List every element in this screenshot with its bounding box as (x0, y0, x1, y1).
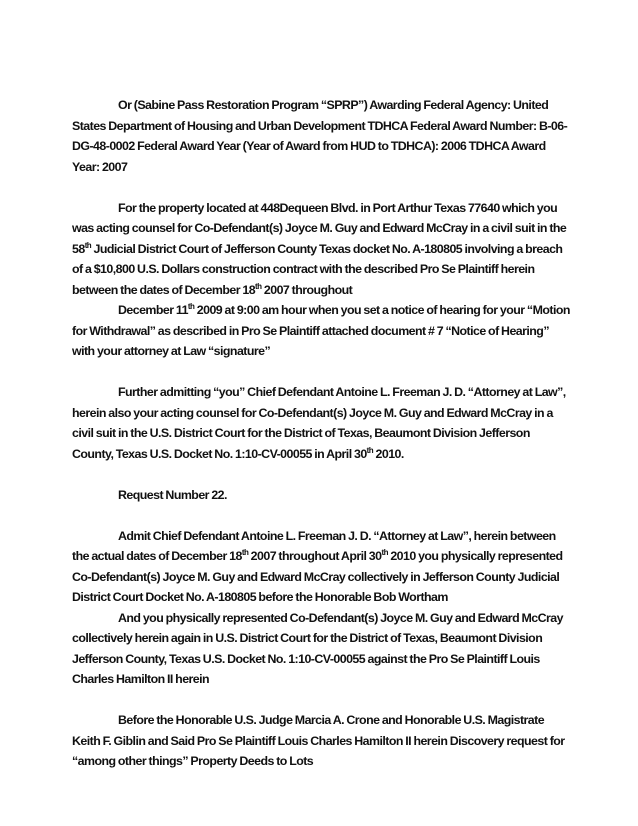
paragraph-spacer (72, 177, 572, 198)
paragraph-represented-federal (72, 608, 572, 690)
request-number-heading (72, 485, 572, 506)
paragraph-text: And you physically represented Co-Defendant(s) Joyce M. Guy and Edward McCray collectively herein again in U.S. District Court for the District of Texas, Beaumont Division Jefferson County, Texas U.S. Docket No. 1:10-CV-00055 against the Pro Se Plaintiff Louis Charles Hamilton II herein (72, 610, 563, 686)
superscript: th (187, 302, 195, 311)
paragraph-spacer (72, 362, 572, 383)
document-body (72, 95, 572, 772)
paragraph-text: 2007 throughout (261, 282, 353, 297)
paragraph-text: 2009 at 9:00 am hour when you set a notice of hearing for your “Motion for Withdrawal” as described in Pro Se Plaintiff attached document # 7 “Notice of Hearing” with your attorney at Law “signature” (72, 303, 570, 358)
paragraph-before-judge (72, 710, 572, 772)
paragraph-admit (72, 526, 572, 608)
paragraph-text: Further admitting “you” Chief Defendant Antoine L. Freeman J. D. “Attorney at Law”, herein also your acting counsel for Co-Defendant(s) Joyce M. Guy and Edward McCray in a civil suit in the U.S. District Court for the District of Texas, Beaumont Division Jefferson County, Texas U.S. Docket No. 1:10-CV-00055 in April 30 (72, 385, 566, 461)
paragraph-property (72, 198, 572, 301)
paragraph-spacer (72, 505, 572, 526)
superscript: th (84, 240, 92, 250)
paragraph-text: Request Number 22. (118, 487, 227, 502)
paragraph-text: December 11 (118, 303, 188, 317)
paragraph-text: 2007 throughout April 30 (248, 549, 382, 563)
paragraph-further-admitting (72, 382, 572, 464)
paragraph-text: 2010 you physically represented Co-Defendant(s) Joyce M. Guy and Edward McCray collectively in Jefferson County Judicial District Court Docket No. A-180805 before the Honorable Bob Wortham (72, 549, 563, 604)
paragraph-text: Or (Sabine Pass Restoration Program “SPRP”) Awarding Federal Agency: United States Department of Housing and Urban Development TDHCA Federal Award Number: B-06-DG-48-0002 Federal Award Year (Year of Award from HUD to TDHCA): 2006 TDHCA Award Year: 2007 (72, 98, 568, 174)
paragraph-text: Before the Honorable U.S. Judge Marcia A. Crone and Honorable U.S. Magistrate Keith F. Giblin and Said Pro Se Plaintiff Louis Charles Hamilton II herein Discovery request for “among other things” Property Deeds to Lots (72, 713, 565, 768)
superscript: th (241, 548, 249, 557)
paragraph-spacer (72, 690, 572, 711)
superscript: th (366, 445, 374, 455)
paragraph-hearing-notice (72, 300, 572, 362)
paragraph-text: For the property located at 448Dequeen Blvd. in Port Arthur Texas 77640 which you was acting counsel for Co-Defendant(s) Joyce M. Guy and Edward McCray in a civil suit in the 58 (72, 200, 567, 256)
paragraph-sprp-award (72, 95, 572, 177)
superscript: th (381, 548, 388, 557)
paragraph-text: Admit Chief Defendant Antoine L. Freeman J. D. “Attorney at Law”, herein between the actual dates of December 18 (72, 528, 556, 563)
paragraph-spacer (72, 464, 572, 485)
paragraph-text: 2010. (373, 446, 404, 461)
superscript: th (255, 281, 262, 291)
paragraph-text: Judicial District Court of Jefferson County Texas docket No. A-180805 involving a breach of a $10,800 U.S. Dollars construction contract with the described Pro Se Plaintiff herein between the dates of December 18 (72, 241, 563, 297)
